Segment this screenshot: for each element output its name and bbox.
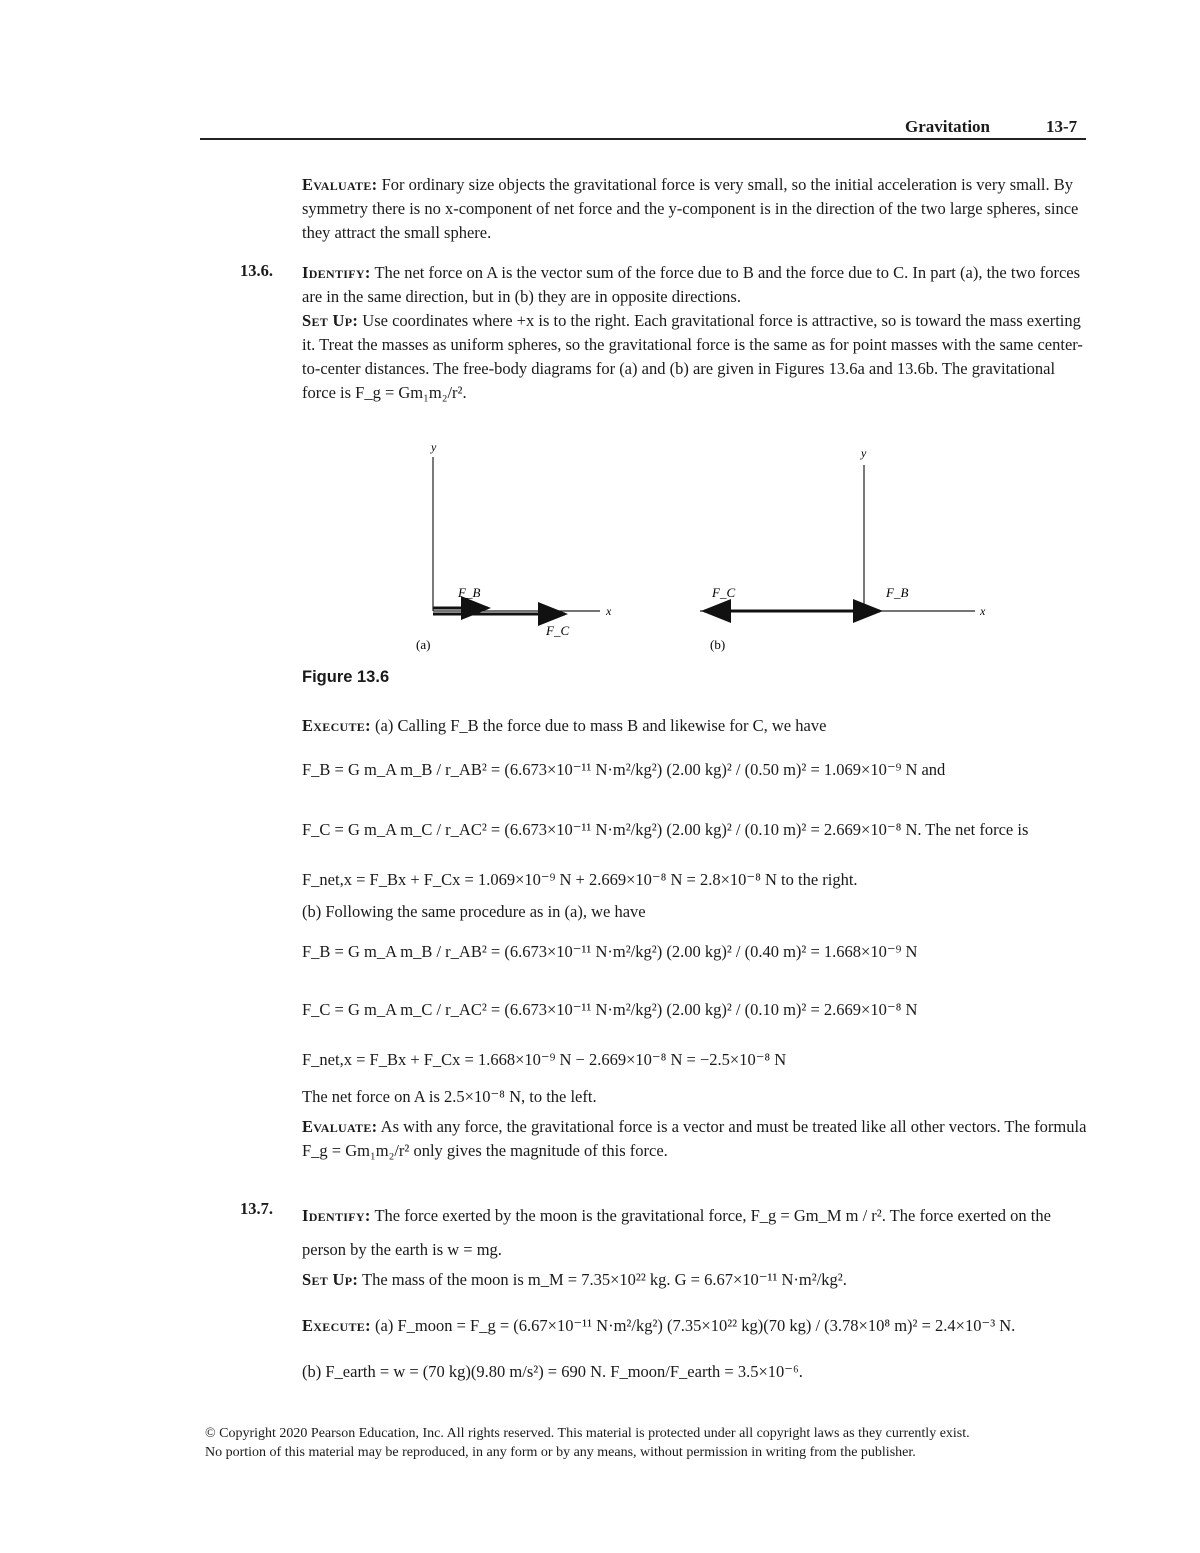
part-b-intro: (b) Following the same procedure as in (a), we have (302, 902, 646, 921)
evaluate-paragraph-1 (302, 173, 1092, 245)
equation-fb-b: F_B = G m_A m_B / r_AB² = (6.673×10⁻¹¹ N·m²/kg²) (2.00 kg)² / (0.40 m)² = 1.668×10⁻⁹ N (302, 942, 918, 961)
diagram-b-fb-label: F_B (886, 585, 909, 600)
diagram-a-panel-label: (a) (416, 637, 431, 652)
equation-fc-a: F_C = G m_A m_C / r_AC² = (6.673×10⁻¹¹ N·m²/kg²) (2.00 kg)² / (0.10 m)² = 2.669×10⁻⁸ N. The net force is (302, 820, 1029, 839)
equation-f-moon: (a) F_moon = F_g = (6.67×10⁻¹¹ N·m²/kg²) (7.35×10²² kg)(70 kg) / (3.78×10⁸ m)² = 2.4×10⁻³ N. (375, 1316, 1016, 1335)
setup-text-13-7: The mass of the moon is m_M = 7.35×10²² kg. G = 6.67×10⁻¹¹ N·m²/kg². (361, 1270, 847, 1289)
setup-text: Use coordinates where +x is to the right. Each gravitational force is attractive, so is toward the mass exerting it. Treat the masses as uniform spheres, so the gravitational force is the same as for point masses with the same center-to-center distances. The free-body diagrams for (a) and (b) are given in Figures 13.6a and 13.6b. The gravitational force is F_g = Gm₁m₂/r². (302, 311, 1083, 402)
setup-paragraph-13-7 (302, 1268, 1092, 1292)
diagram-a-fc-label: F_C (546, 623, 570, 638)
diagram-b-y-label: y (861, 446, 867, 460)
diagram-b-x-label: x (980, 604, 986, 618)
evaluate-label-13-6: Evaluate: (302, 1117, 378, 1136)
diagram-b-panel-label: (b) (710, 637, 726, 652)
execute-label-13-7: Execute: (302, 1316, 371, 1335)
setup-label: Set Up: (302, 311, 359, 330)
problem-number-13-7: 13.7. (240, 1199, 273, 1218)
execute-line-13-7 (302, 1316, 1102, 1336)
diagram-a-y-label: y (431, 440, 437, 454)
equation-f-earth: (b) F_earth = w = (70 kg)(9.80 m/s²) = 690 N. F_moon/F_earth = 3.5×10⁻⁶. (302, 1362, 803, 1381)
net-force-statement: The net force on A is 2.5×10⁻⁸ N, to the left. (302, 1087, 597, 1106)
diagram-a-fb-label: F_B (458, 585, 481, 600)
identify-label: Identify: (302, 263, 371, 282)
evaluate-text-13-6: As with any force, the gravitational force is a vector and must be treated like all other vectors. The formula F_g = Gm₁m₂/r² only gives the magnitude of this force. (302, 1117, 1087, 1160)
identify-paragraph-13-7 (302, 1199, 1092, 1267)
execute-label: Execute: (302, 716, 371, 735)
setup-label-13-7: Set Up: (302, 1270, 359, 1289)
equation-fnet-a: F_net,x = F_Bx + F_Cx = 1.069×10⁻⁹ N + 2.669×10⁻⁸ N = 2.8×10⁻⁸ N to the right. (302, 870, 858, 889)
identify-text: The net force on A is the vector sum of the force due to B and the force due to C. In part (a), the two forces are in the same direction, but in (b) they are in opposite directions. (302, 263, 1081, 306)
diagram-b-fc-label: F_C (712, 585, 736, 600)
execute-paragraph-13-6 (302, 714, 1092, 738)
equation-fc-b: F_C = G m_A m_C / r_AC² = (6.673×10⁻¹¹ N·m²/kg²) (2.00 kg)² / (0.10 m)² = 2.669×10⁻⁸ N (302, 1000, 918, 1019)
diagram-a-x-label: x (606, 604, 612, 618)
identify-paragraph-13-6 (302, 261, 1092, 309)
header-rule (200, 138, 1086, 140)
page-number: 13-7 (1046, 117, 1078, 136)
copyright-line-1: © Copyright 2020 Pearson Education, Inc. All rights reserved. This material is protected under all copyright laws as they currently exist. (205, 1426, 970, 1441)
running-header-title: Gravitation (905, 117, 990, 136)
identify-text-13-7: The force exerted by the moon is the gravitational force, F_g = Gm_M m / r². The force exerted on the person by the earth is w = mg. (302, 1206, 1051, 1259)
figure-13-6 (400, 435, 1040, 660)
evaluate-label: Evaluate: (302, 175, 378, 194)
copyright-line-2: No portion of this material may be reproduced, in any form or by any means, without permission in writing from the publisher. (205, 1445, 916, 1460)
execute-intro: (a) Calling F_B the force due to mass B and likewise for C, we have (375, 716, 827, 735)
setup-paragraph-13-6 (302, 309, 1092, 405)
equation-fnet-b: F_net,x = F_Bx + F_Cx = 1.668×10⁻⁹ N − 2.669×10⁻⁸ N = −2.5×10⁻⁸ N (302, 1050, 787, 1069)
problem-number-13-6: 13.6. (240, 261, 273, 280)
equation-fb-a: F_B = G m_A m_B / r_AB² = (6.673×10⁻¹¹ N·m²/kg²) (2.00 kg)² / (0.50 m)² = 1.069×10⁻⁹ N and (302, 760, 946, 779)
identify-label-13-7: Identify: (302, 1206, 371, 1225)
evaluate-paragraph-13-6 (302, 1115, 1092, 1163)
figure-caption: Figure 13.6 (302, 668, 390, 686)
evaluate-text: For ordinary size objects the gravitational force is very small, so the initial acceleration is very small. By symmetry there is no x-component of net force and the y-component is in the direction of the two large spheres, since they attract the small sphere. (302, 175, 1079, 242)
